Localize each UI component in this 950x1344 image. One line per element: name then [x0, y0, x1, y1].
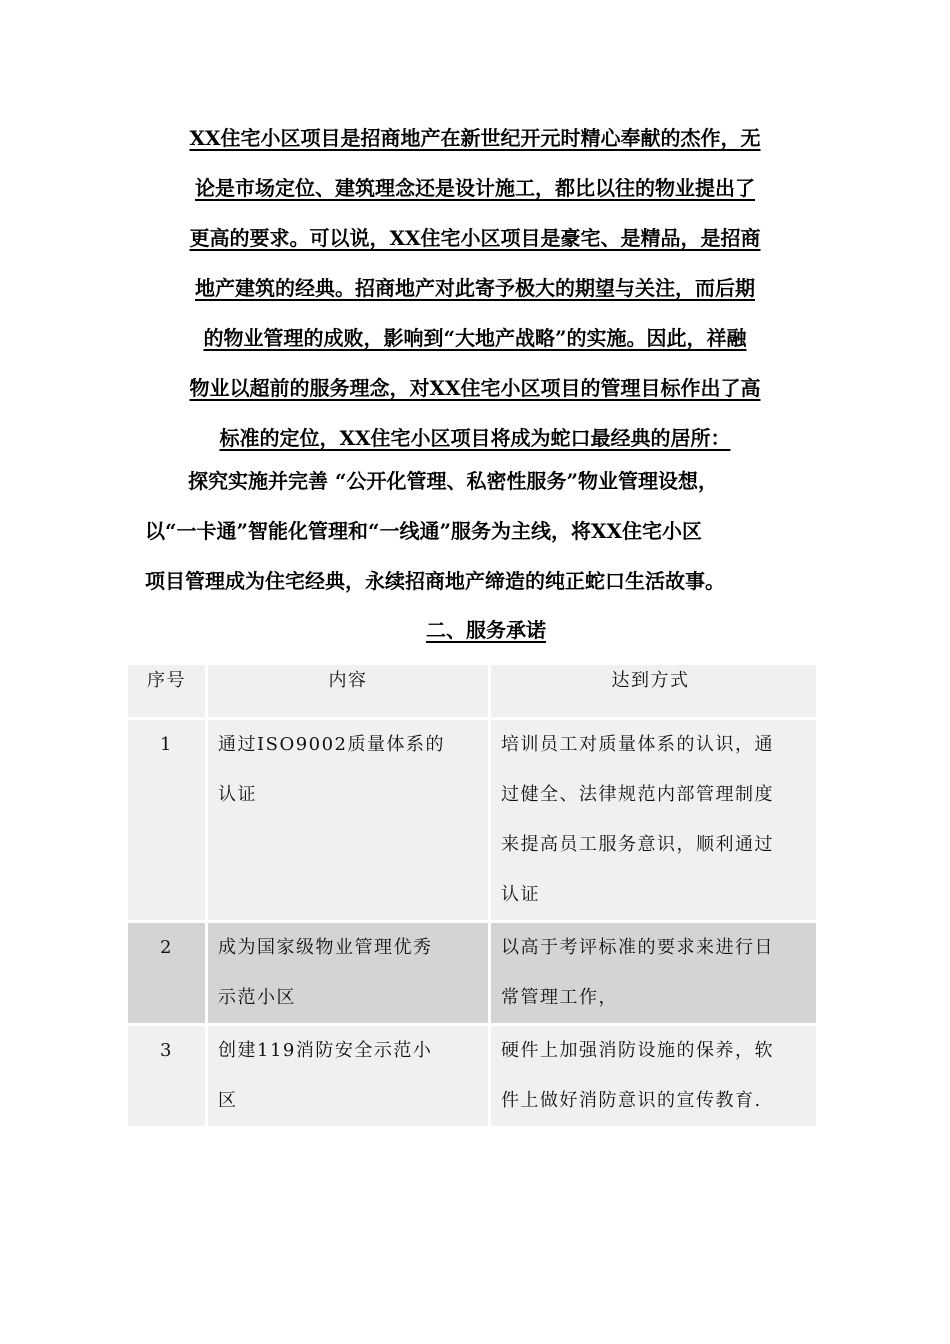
intro-line: 地产建筑的经典。招商地产对此寄予极大的期望与关注，而后期: [195, 276, 755, 300]
table-row: [128, 923, 816, 1023]
management-vision-paragraph: [0, 462, 950, 612]
cell-no: 1: [128, 720, 205, 920]
intro-line: 论是市场定位、建筑理念还是设计施工，都比以往的物业提出了: [195, 176, 755, 200]
intro-line: XX住宅小区项目是招商地产在新世纪开元时精心奉献的杰作，无: [189, 126, 761, 150]
cell-content: 通过ISO9002质量体系的 认证: [208, 720, 488, 920]
body-line: 以“一卡通”智能化管理和“一线通”服务为主线，将XX住宅小区: [145, 519, 703, 543]
cell-content: 创建119消防安全示范小 区: [208, 1026, 488, 1126]
intro-paragraph: [0, 119, 950, 469]
table-row: [128, 1026, 816, 1126]
body-line: 项目管理成为住宅经典，永续招商地产缔造的纯正蛇口生活故事。: [145, 569, 725, 593]
cell-method: 硬件上加强消防设施的保养，软 件上做好消防意识的宣传教育.: [491, 1026, 816, 1126]
service-commitment-table: [125, 662, 819, 1129]
table-row: [128, 720, 816, 920]
table-header-row: [128, 665, 816, 717]
body-line: 探究实施并完善 “公开化管理、私密性服务”物业管理设想，: [188, 469, 718, 493]
cell-no: 2: [128, 923, 205, 1023]
section-title: 二、服务承诺: [426, 618, 546, 642]
cell-no: 3: [128, 1026, 205, 1126]
cell-content: 成为国家级物业管理优秀 示范小区: [208, 923, 488, 1023]
header-cell-no: 序号: [128, 665, 205, 717]
intro-line: 更高的要求。可以说，XX住宅小区项目是豪宅、是精品，是招商: [189, 226, 761, 250]
cell-method: 培训员工对质量体系的认识，通 过健全、法律规范内部管理制度 来提高员工服务意识，顺利通过 认证: [491, 720, 816, 920]
cell-method: 以高于考评标准的要求来进行日 常管理工作，: [491, 923, 816, 1023]
intro-line: 标准的定位，XX住宅小区项目将成为蛇口最经典的居所：: [219, 426, 731, 450]
intro-line: 物业以超前的服务理念，对XX住宅小区项目的管理目标作出了高: [189, 376, 761, 400]
intro-line: 的物业管理的成败，影响到“大地产战略”的实施。因此，祥融: [203, 326, 747, 350]
header-cell-content: 内容: [208, 665, 488, 717]
header-cell-method: 达到方式: [491, 665, 816, 717]
